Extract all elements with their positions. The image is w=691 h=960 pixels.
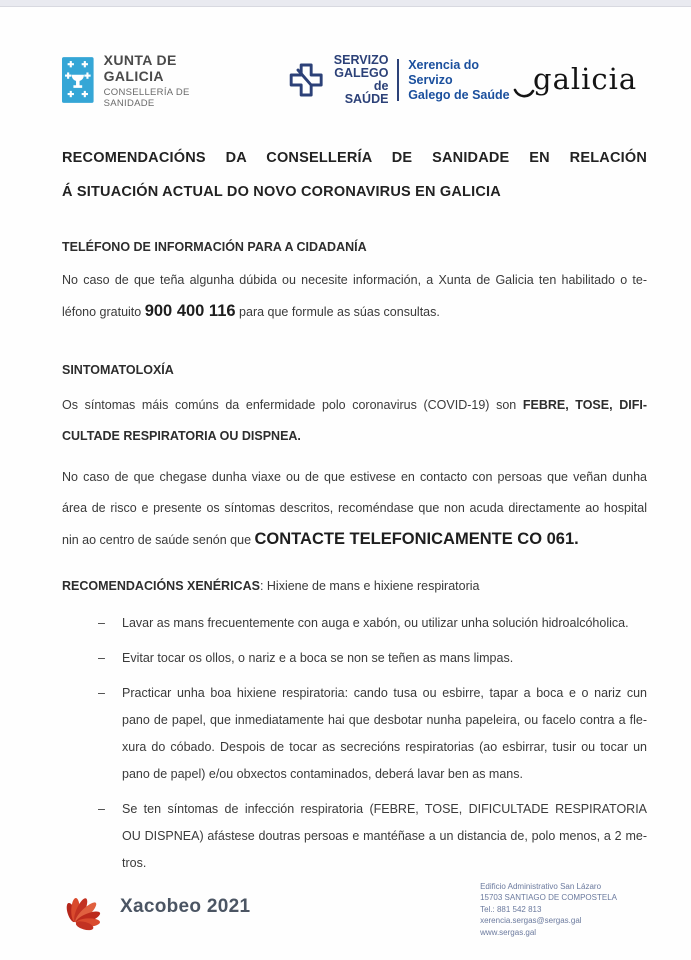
- bullet-3-line-2: pano de papel, que inmediatamente hai que desbotar nunha papeleira, ou facelo contra a fle-: [122, 713, 647, 727]
- document-title: [62, 141, 647, 209]
- document-body: [0, 141, 691, 877]
- sergas-name: [334, 54, 389, 106]
- xunta-name: XUNTA DE GALICIA: [103, 51, 177, 84]
- xunta-dept: CONSELLERÍA DE SANIDADE: [103, 86, 190, 109]
- contact-address-1: Edificio Administrativo San Lázaro: [480, 881, 602, 891]
- bullet-4-line-2: OU DISPNEA) afástese doutras persoas e mantéñase a un distancia de, polo menos, a 2 me-: [122, 829, 647, 843]
- recomendacions-heading-bold: RECOMENDACIÓNS XENÉRICAS: [62, 579, 260, 593]
- list-item: [62, 680, 647, 788]
- xunta-logo-text: [104, 52, 227, 109]
- contacto-061-bold: CONTACTE TELEFONICAMENTE CO 061.: [254, 530, 579, 548]
- sintomas-line-1: [62, 390, 647, 421]
- sintomas-bold-1: FEBRE, TOSE, DIFI-: [522, 398, 647, 412]
- title-line-1: RECOMENDACIÓNS DA CONSELLERÍA DE SANIDADE EN RELACIÓN: [62, 150, 647, 166]
- list-item: [62, 645, 647, 672]
- paragraph-sintomas: [62, 390, 647, 452]
- bullet-2-text: [122, 645, 647, 672]
- header-logos: [62, 47, 651, 113]
- xunta-de-galicia-logo: [62, 52, 226, 109]
- document-footer: [62, 881, 651, 939]
- bullet-3-text: [122, 680, 647, 788]
- bullet-dash: –: [98, 651, 105, 665]
- paragraph-contacto-061: [62, 462, 647, 556]
- list-item: [62, 796, 647, 877]
- xacobeo-logo: [62, 881, 250, 933]
- telefono-line-1: No caso de que teña algunha dúbida ou necesite información, a Xunta de Galicia ten habilitado o te-: [62, 273, 647, 287]
- logo-divider: [397, 59, 399, 101]
- telefono-line-2: [62, 296, 647, 328]
- contact-block: [480, 881, 617, 939]
- bullet-3-line-3: xura do cóbado. Despois de tocar as secrecións respiratorias (ao esbirrar, tusir ou tocar un: [122, 740, 647, 754]
- bullet-3-line-1: Practicar unha boa hixiene respiratoria: cando tusa ou esbirre, tapar a boca e o nariz cun: [122, 686, 647, 700]
- bullet-1-line-1: Lavar as mans frecuentemente con auga e xabón, ou utilizar unha solución hidroalcóholica.: [122, 616, 629, 630]
- telefono-line-2-post: para que formule as súas consultas.: [235, 305, 440, 319]
- phone-number: 900 400 116: [144, 302, 236, 320]
- telefono-line-2-pre: léfono gratuito: [62, 305, 145, 319]
- title-line-2: Á SITUACIÓN ACTUAL DO NOVO CORONAVIRUS EN GALICIA: [62, 184, 501, 200]
- bullet-1-text: [122, 610, 647, 637]
- xerencia-text: [408, 58, 511, 103]
- bullet-4-text: [122, 796, 647, 877]
- contact-phone: Tel.: 881 542 813: [480, 904, 542, 914]
- galicia-wordmark-icon: [511, 54, 643, 102]
- contact-address-2: 15703 SANTIAGO DE COMPOSTELA: [480, 893, 617, 902]
- galicia-wordmark-text: galicia: [533, 61, 638, 96]
- sergas-line2: GALEGO: [334, 66, 389, 80]
- xunta-shield-icon: [62, 54, 94, 106]
- sergas-cross-icon: [288, 59, 324, 101]
- bullet-4-line-3: tros.: [122, 856, 147, 870]
- bullet-4-line-1: Se ten síntomas de infección respiratoria (FEBRE, TOSE, DIFICULTADE RESPIRATORIA: [122, 802, 647, 816]
- contacto-line-3: [62, 524, 647, 556]
- contacto-line-1: No caso de que chegase dunha viaxe ou de que estivese en contacto con persoas que veñan dunha: [62, 470, 647, 484]
- sergas-logo: [288, 54, 511, 106]
- recomendacions-heading-rest: : Hixiene de mans e hixiene respiratoria: [259, 579, 480, 593]
- section-heading-sintomatoloxia: SINTOMATOLOXÍA: [62, 363, 174, 377]
- xerencia-line2: Galego de Saúde: [408, 87, 510, 102]
- recommendations-list: [62, 610, 647, 877]
- photo-edge-strip: [0, 0, 691, 7]
- contacto-line-2: área de risco e presente os síntomas descritos, recoméndase que non acuda directamente ao hospital: [62, 501, 647, 515]
- list-item: [62, 610, 647, 637]
- sergas-line1: SERVIZO: [333, 53, 389, 67]
- galicia-wordmark: [511, 54, 643, 107]
- xerencia-line1: Xerencia do Servizo: [408, 57, 480, 87]
- bullet-3-line-4: pano de papel) e/ou obxectos contaminados, deberá lavar ben as mans.: [122, 767, 523, 781]
- contact-email: xerencia.sergas@sergas.gal: [480, 916, 582, 925]
- section-heading-recomendacions: [62, 576, 647, 596]
- sintomas-line-2: CULTADE RESPIRATORIA OU DISPNEA.: [62, 429, 301, 443]
- xacobeo-label: Xacobeo 2021: [120, 895, 251, 917]
- bullet-dash: –: [98, 686, 105, 700]
- contact-web: www.sergas.gal: [480, 927, 537, 937]
- bullet-dash: –: [98, 802, 105, 816]
- sergas-line3: de SAÚDE: [344, 79, 389, 106]
- bullet-2-line-1: Evitar tocar os ollos, o nariz e a boca se non se teñen as mans limpas.: [122, 651, 514, 665]
- bullet-dash: –: [98, 616, 105, 630]
- sintomas-line-1-pre: Os síntomas máis comúns da enfermidade polo coronavirus (COVID-19) son: [62, 398, 523, 412]
- section-heading-telefono: TELÉFONO DE INFORMACIÓN PARA A CIDADANÍA: [62, 240, 367, 254]
- xacobeo-shell-icon: [62, 881, 110, 933]
- paragraph-telefono: [62, 265, 647, 328]
- contacto-line-3-pre: nin ao centro de saúde senón que: [62, 533, 255, 547]
